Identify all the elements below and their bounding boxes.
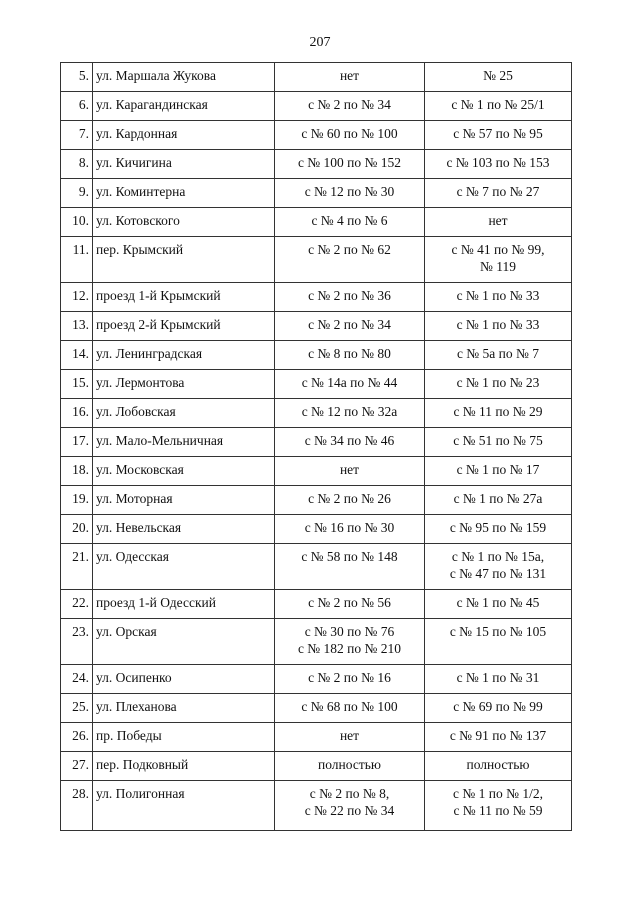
row-number: 15.: [61, 370, 93, 399]
street-name: ул. Маршала Жукова: [93, 63, 275, 92]
street-name: ул. Осипенко: [93, 665, 275, 694]
odd-house-numbers: с № 1 по № 1/2, с № 11 по № 59: [425, 781, 572, 831]
street-name: ул. Плеханова: [93, 694, 275, 723]
even-house-numbers: с № 2 по № 26: [275, 486, 425, 515]
row-number: 11.: [61, 237, 93, 283]
row-number: 5.: [61, 63, 93, 92]
street-name: ул. Орская: [93, 619, 275, 665]
street-name: ул. Карагандинская: [93, 92, 275, 121]
table-row: [61, 283, 572, 312]
odd-house-numbers: с № 5а по № 7: [425, 341, 572, 370]
street-name: ул. Невельская: [93, 515, 275, 544]
row-number: 20.: [61, 515, 93, 544]
row-number: 8.: [61, 150, 93, 179]
table-row: [61, 619, 572, 665]
street-name: ул. Московская: [93, 457, 275, 486]
row-number: 18.: [61, 457, 93, 486]
street-name: проезд 1-й Одесский: [93, 590, 275, 619]
even-house-numbers: с № 14а по № 44: [275, 370, 425, 399]
even-house-numbers: с № 4 по № 6: [275, 208, 425, 237]
even-house-numbers: с № 58 по № 148: [275, 544, 425, 590]
street-name: ул. Полигонная: [93, 781, 275, 831]
row-number: 25.: [61, 694, 93, 723]
street-name: ул. Лермонтова: [93, 370, 275, 399]
odd-house-numbers: с № 1 по № 27а: [425, 486, 572, 515]
odd-house-numbers: с № 1 по № 15а, с № 47 по № 131: [425, 544, 572, 590]
odd-house-numbers: с № 7 по № 27: [425, 179, 572, 208]
odd-house-numbers: № 25: [425, 63, 572, 92]
even-house-numbers: с № 2 по № 16: [275, 665, 425, 694]
odd-house-numbers: с № 57 по № 95: [425, 121, 572, 150]
odd-house-numbers: с № 69 по № 99: [425, 694, 572, 723]
even-house-numbers: с № 60 по № 100: [275, 121, 425, 150]
table-row: [61, 370, 572, 399]
street-name: ул. Котовского: [93, 208, 275, 237]
table-row: [61, 121, 572, 150]
odd-house-numbers: с № 1 по № 33: [425, 312, 572, 341]
odd-house-numbers: с № 1 по № 25/1: [425, 92, 572, 121]
row-number: 7.: [61, 121, 93, 150]
table-row: [61, 515, 572, 544]
row-number: 6.: [61, 92, 93, 121]
table-row: [61, 486, 572, 515]
table-row: [61, 544, 572, 590]
street-name: ул. Кичигина: [93, 150, 275, 179]
table-row: [61, 341, 572, 370]
row-number: 13.: [61, 312, 93, 341]
street-name: пр. Победы: [93, 723, 275, 752]
table-row: [61, 752, 572, 781]
even-house-numbers: с № 16 по № 30: [275, 515, 425, 544]
even-house-numbers: с № 2 по № 56: [275, 590, 425, 619]
street-name: пер. Крымский: [93, 237, 275, 283]
row-number: 12.: [61, 283, 93, 312]
street-name: ул. Моторная: [93, 486, 275, 515]
row-number: 19.: [61, 486, 93, 515]
table-row: [61, 208, 572, 237]
street-name: пер. Подковный: [93, 752, 275, 781]
street-name: ул. Одесская: [93, 544, 275, 590]
odd-house-numbers: с № 103 по № 153: [425, 150, 572, 179]
table-row: [61, 312, 572, 341]
even-house-numbers: нет: [275, 723, 425, 752]
street-numbers-table: [60, 62, 572, 831]
table-row: [61, 179, 572, 208]
row-number: 16.: [61, 399, 93, 428]
even-house-numbers: с № 100 по № 152: [275, 150, 425, 179]
table-row: [61, 237, 572, 283]
table-row: [61, 457, 572, 486]
table-row: [61, 665, 572, 694]
odd-house-numbers: с № 15 по № 105: [425, 619, 572, 665]
odd-house-numbers: с № 1 по № 23: [425, 370, 572, 399]
even-house-numbers: с № 12 по № 32а: [275, 399, 425, 428]
street-name: ул. Лобовская: [93, 399, 275, 428]
table-row: [61, 781, 572, 831]
row-number: 14.: [61, 341, 93, 370]
table-row: [61, 92, 572, 121]
odd-house-numbers: полностью: [425, 752, 572, 781]
street-name: ул. Ленинградская: [93, 341, 275, 370]
row-number: 27.: [61, 752, 93, 781]
table-row: [61, 428, 572, 457]
table-row: [61, 63, 572, 92]
even-house-numbers: с № 12 по № 30: [275, 179, 425, 208]
even-house-numbers: с № 2 по № 62: [275, 237, 425, 283]
street-name: ул. Мало-Мельничная: [93, 428, 275, 457]
page-number: 207: [309, 35, 331, 50]
street-name: проезд 1-й Крымский: [93, 283, 275, 312]
odd-house-numbers: с № 95 по № 159: [425, 515, 572, 544]
even-house-numbers: с № 2 по № 34: [275, 92, 425, 121]
table-row: [61, 399, 572, 428]
street-name: ул. Кардонная: [93, 121, 275, 150]
odd-house-numbers: с № 1 по № 31: [425, 665, 572, 694]
even-house-numbers: с № 68 по № 100: [275, 694, 425, 723]
row-number: 24.: [61, 665, 93, 694]
odd-house-numbers: с № 91 по № 137: [425, 723, 572, 752]
table-row: [61, 150, 572, 179]
odd-house-numbers: с № 11 по № 29: [425, 399, 572, 428]
table-row: [61, 723, 572, 752]
row-number: 22.: [61, 590, 93, 619]
even-house-numbers: с № 34 по № 46: [275, 428, 425, 457]
row-number: 26.: [61, 723, 93, 752]
odd-house-numbers: с № 41 по № 99, № 119: [425, 237, 572, 283]
even-house-numbers: нет: [275, 457, 425, 486]
even-house-numbers: полностью: [275, 752, 425, 781]
odd-house-numbers: с № 1 по № 17: [425, 457, 572, 486]
row-number: 23.: [61, 619, 93, 665]
street-name: проезд 2-й Крымский: [93, 312, 275, 341]
table-row: [61, 694, 572, 723]
row-number: 21.: [61, 544, 93, 590]
odd-house-numbers: с № 1 по № 33: [425, 283, 572, 312]
odd-house-numbers: с № 1 по № 45: [425, 590, 572, 619]
table-row: [61, 590, 572, 619]
row-number: 10.: [61, 208, 93, 237]
even-house-numbers: с № 8 по № 80: [275, 341, 425, 370]
even-house-numbers: с № 2 по № 34: [275, 312, 425, 341]
row-number: 17.: [61, 428, 93, 457]
odd-house-numbers: нет: [425, 208, 572, 237]
even-house-numbers: нет: [275, 63, 425, 92]
street-name: ул. Коминтерна: [93, 179, 275, 208]
even-house-numbers: с № 30 по № 76 с № 182 по № 210: [275, 619, 425, 665]
row-number: 9.: [61, 179, 93, 208]
even-house-numbers: с № 2 по № 8, с № 22 по № 34: [275, 781, 425, 831]
row-number: 28.: [61, 781, 93, 831]
odd-house-numbers: с № 51 по № 75: [425, 428, 572, 457]
even-house-numbers: с № 2 по № 36: [275, 283, 425, 312]
